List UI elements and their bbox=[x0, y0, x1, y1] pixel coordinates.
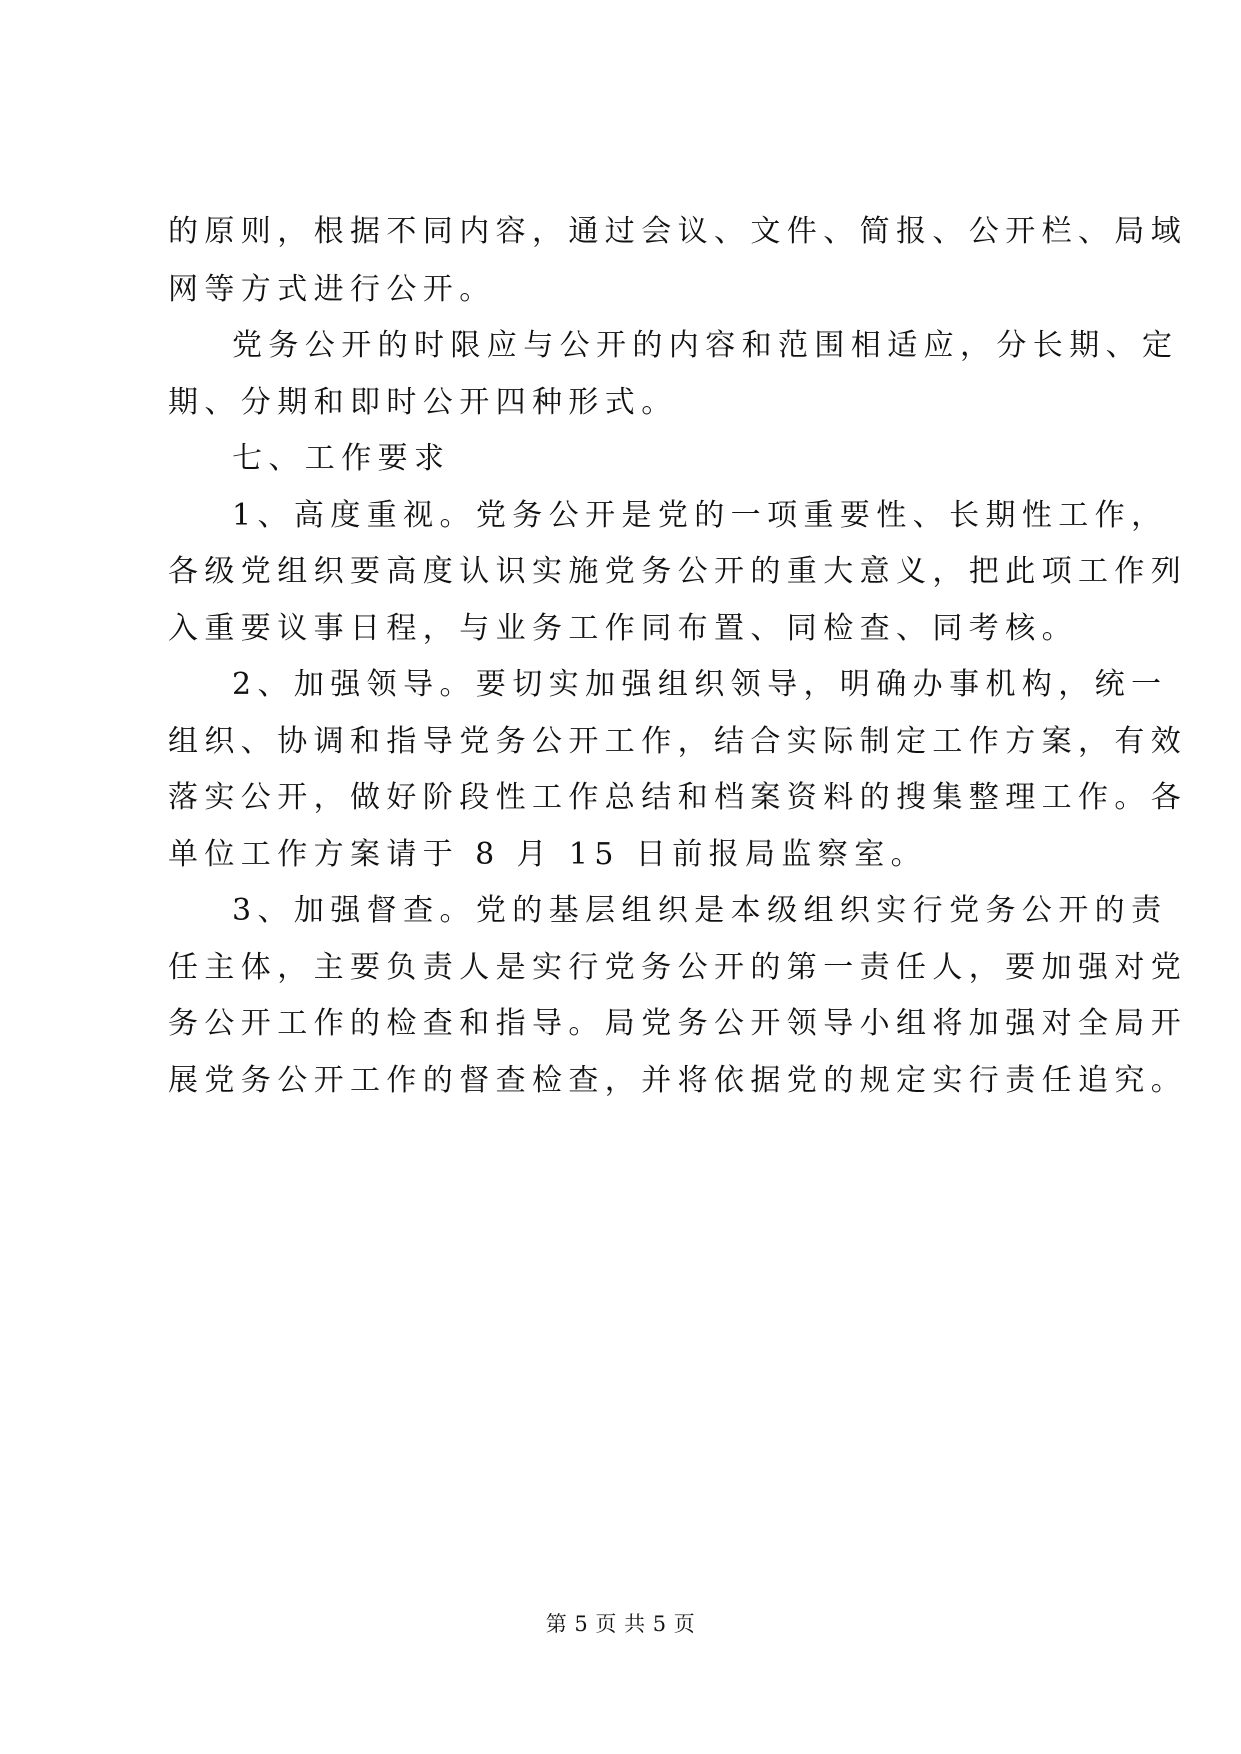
text-line: 的原则，根据不同内容，通过会议、文件、简报、公开栏、局域 bbox=[168, 214, 1188, 249]
text-line: 任主体，主要负责人是实行党务公开的第一责任人，要加强对党 bbox=[168, 950, 1188, 985]
text-line: 2、加强领导。要切实加强组织领导，明确办事机构，统一 bbox=[232, 667, 1168, 702]
text-line: 期、分期和即时公开四种形式。 bbox=[168, 385, 678, 420]
text-line: 组织、协调和指导党务公开工作，结合实际制定工作方案，有效 bbox=[168, 724, 1188, 759]
text-line: 网等方式进行公开。 bbox=[168, 272, 496, 307]
text-line: 展党务公开工作的督查检查，并将依据党的规定实行责任追究。 bbox=[168, 1063, 1188, 1098]
text-line: 单位工作方案请于 8 月 15 日前报局监察室。 bbox=[168, 837, 928, 872]
text-line: 党务公开的时限应与公开的内容和范围相适应，分长期、定 bbox=[232, 328, 1179, 363]
section-heading: 七、工作要求 bbox=[232, 441, 451, 476]
text-line: 1、高度重视。党务公开是党的一项重要性、长期性工作， bbox=[232, 498, 1168, 533]
text-line: 入重要议事日程，与业务工作同布置、同检查、同考核。 bbox=[168, 611, 1078, 646]
text-line: 务公开工作的检查和指导。局党务公开领导小组将加强对全局开 bbox=[168, 1006, 1188, 1041]
page-footer: 第 5 页 共 5 页 bbox=[545, 1612, 696, 1636]
text-line: 各级党组织要高度认识实施党务公开的重大意义，把此项工作列 bbox=[168, 554, 1188, 589]
text-line: 落实公开，做好阶段性工作总结和档案资料的搜集整理工作。各 bbox=[168, 780, 1188, 815]
text-line: 3、加强督查。党的基层组织是本级组织实行党务公开的责 bbox=[232, 893, 1168, 928]
